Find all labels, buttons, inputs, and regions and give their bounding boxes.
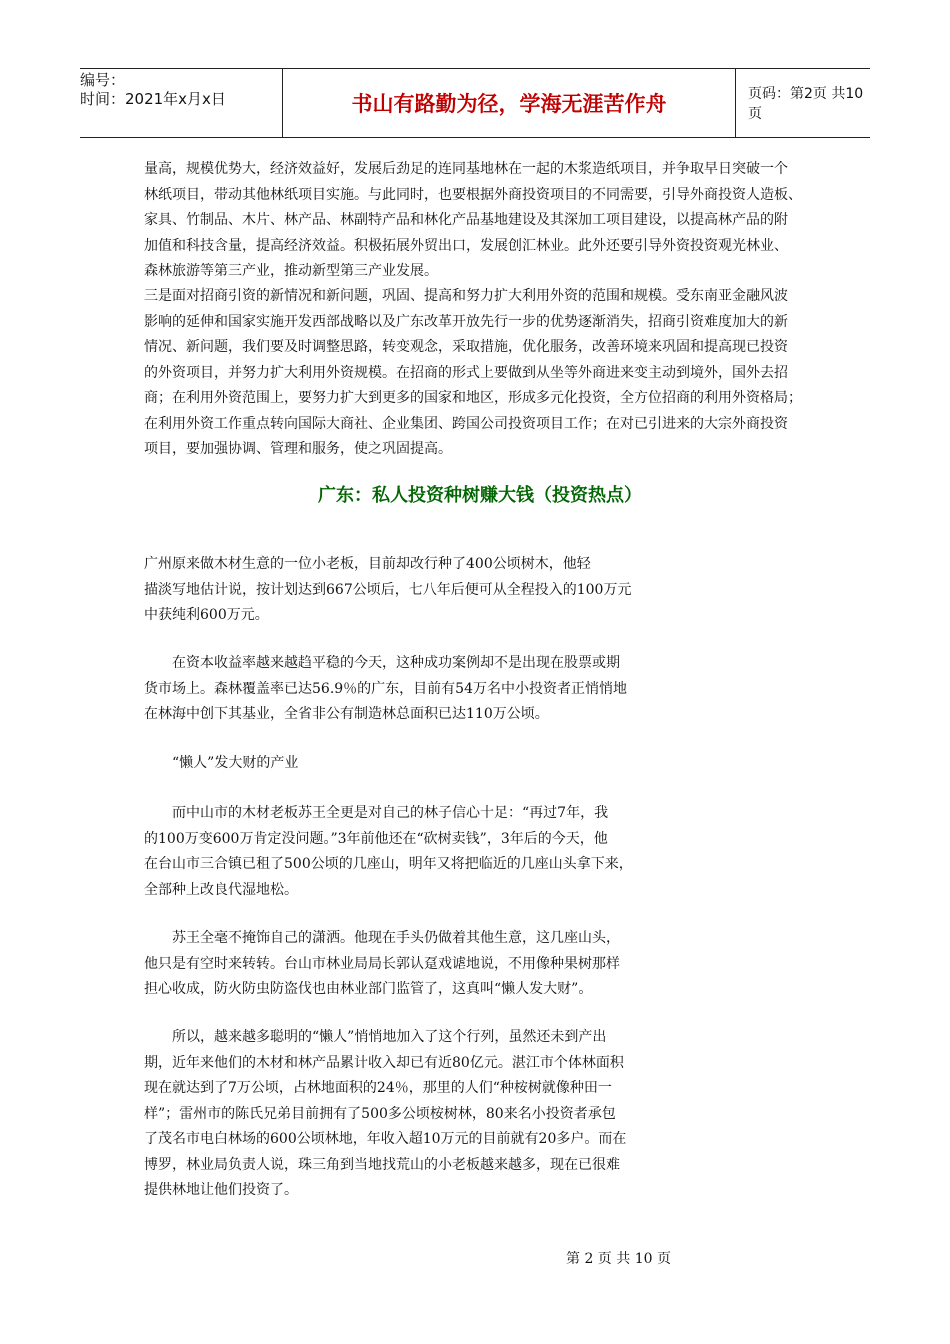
text-line: 现在就达到了7万公顷，占林地面积的24％，那里的人们“种桉树就像种田一	[144, 1080, 612, 1096]
text-line: 影响的延伸和国家实施开发西部战略以及广东改革开放先行一步的优势逐渐消失，招商引资难度加大的新	[144, 313, 788, 330]
article-title: 广东：私人投资种树赚大钱（投资热点）	[318, 485, 642, 506]
text-line: 加值和科技含量，提高经济效益。积极拓展外贸出口，发展创汇林业。此外还要引导外资投资观光林业、	[144, 237, 788, 254]
text-line: 在利用外资工作重点转向国际大商社、企业集团、跨国公司投资项目工作；在对已引进来的大宗外商投资	[144, 415, 788, 432]
text-line: 情况、新问题，我们要及时调整思路，转变观念，采取措施，优化服务，改善环境来巩固和提高现已投资	[144, 339, 788, 355]
text-line: 全部种上改良代湿地松。	[144, 881, 298, 898]
text-line: 林纸项目，带动其他林纸项目实施。与此同时，也要根据外商投资项目的不同需要，引导外商投资人造板、	[144, 186, 802, 203]
text-line: 家具、竹制品、木片、林产品、林副特产品和林化产品基地建设及其深加工项目建设，以提高林产品的附	[144, 212, 788, 228]
paragraph-2	[144, 284, 816, 463]
text-line: 而中山市的木材老板苏王全更是对自己的林子信心十足：“再过7年，我	[144, 805, 609, 821]
text-line: 在资本收益率越来越趋平稳的今天，这种成功案例却不是出现在股票或期	[144, 655, 620, 671]
text-line: 了茂名市电白林场的600公顷林地，年收入超10万元的目前就有20多户。而在	[144, 1131, 627, 1147]
paragraph-3	[144, 552, 654, 629]
text-line: 博罗，林业局负责人说，珠三角到当地找荒山的小老板越来越多，现在已很难	[144, 1156, 620, 1173]
header-motto: 书山有路勤为径，学海无涯苦作舟	[282, 69, 736, 137]
text-line: 广州原来做木材生意的一位小老板，目前却改行种了400公顷树木，他轻	[144, 556, 591, 572]
paragraph-1	[144, 157, 816, 285]
paragraph-5	[144, 801, 654, 903]
text-line: 苏王全毫不掩饰自己的潇洒。他现在手头仍做着其他生意，这几座山头，	[144, 930, 620, 946]
paragraph-4	[144, 651, 654, 728]
text-line: 中获纯利600万元。	[144, 607, 269, 623]
text-line: 的外资项目，并努力扩大利用外资规模。在招商的形式上要做到从坐等外商进来变主动到境外，国外去招	[144, 364, 788, 381]
text-line: 商；在利用外资范围上，要努力扩大到更多的国家和地区，形成多元化投资，全方位招商的利用外资格局；	[144, 390, 802, 406]
text-line: 项目，要加强协调、管理和服务，使之巩固提高。	[144, 441, 452, 457]
text-line: 他只是有空时来转转。台山市林业局局长郭认趸戏谑地说，不用像种果树那样	[144, 955, 620, 972]
text-line: 的100万变600万肯定没问题。”3年前他还在“砍树卖钱”，3年后的今天，他	[144, 830, 608, 847]
text-line: 所以，越来越多聪明的“懒人”悄悄地加入了这个行列，虽然还未到产出	[144, 1029, 607, 1045]
text-line: 森林旅游等第三产业，推动新型第三产业发展。	[144, 263, 438, 279]
text-line: 担心收成，防火防虫防盗伐也由林业部门监管了，这真叫“懒人发大财”。	[144, 981, 593, 997]
header-meta	[80, 69, 282, 139]
paragraph-6	[144, 926, 654, 1003]
text-line: 三是面对招商引资的新情况和新问题，巩固、提高和努力扩大利用外资的范围和规模。受东南亚金融风波	[144, 288, 788, 304]
text-line: 样”；雷州市的陈氏兄弟目前拥有了500多公顷桉树林，80来名小投资者承包	[144, 1105, 616, 1122]
text-line: 在林海中创下其基业，全省非公有制造林总面积已达110万公顷。	[144, 706, 549, 722]
page-header	[80, 68, 870, 138]
doc-date-label: 时间：2021年x月x日	[80, 90, 226, 108]
text-line: 货市场上。森林覆盖率已达56.9％的广东，目前有54万名中小投资者正悄悄地	[144, 680, 627, 697]
header-page-number: 页码：第2页 共10页	[748, 86, 864, 122]
text-line: 描淡写地估计说，按计划达到667公顷后，七八年后便可从全程投入的100万元	[144, 581, 632, 598]
paragraph-7	[144, 1025, 654, 1204]
subheading: “懒人”发大财的产业	[144, 755, 299, 771]
text-line: 期，近年来他们的木材和林产品累计收入却已有近80亿元。湛江市个体林面积	[144, 1054, 624, 1071]
page-footer: 第 2 页 共 10 页	[566, 1251, 671, 1267]
doc-code-label: 编号：	[80, 71, 126, 89]
text-line: 提供林地让他们投资了。	[144, 1182, 298, 1198]
text-line: 在台山市三合镇已租了500公顷的几座山，明年又将把临近的几座山头拿下来，	[144, 856, 633, 872]
text-line: 量高，规模优势大，经济效益好，发展后劲足的连同基地林在一起的木浆造纸项目，并争取早日突破一个	[144, 161, 788, 177]
